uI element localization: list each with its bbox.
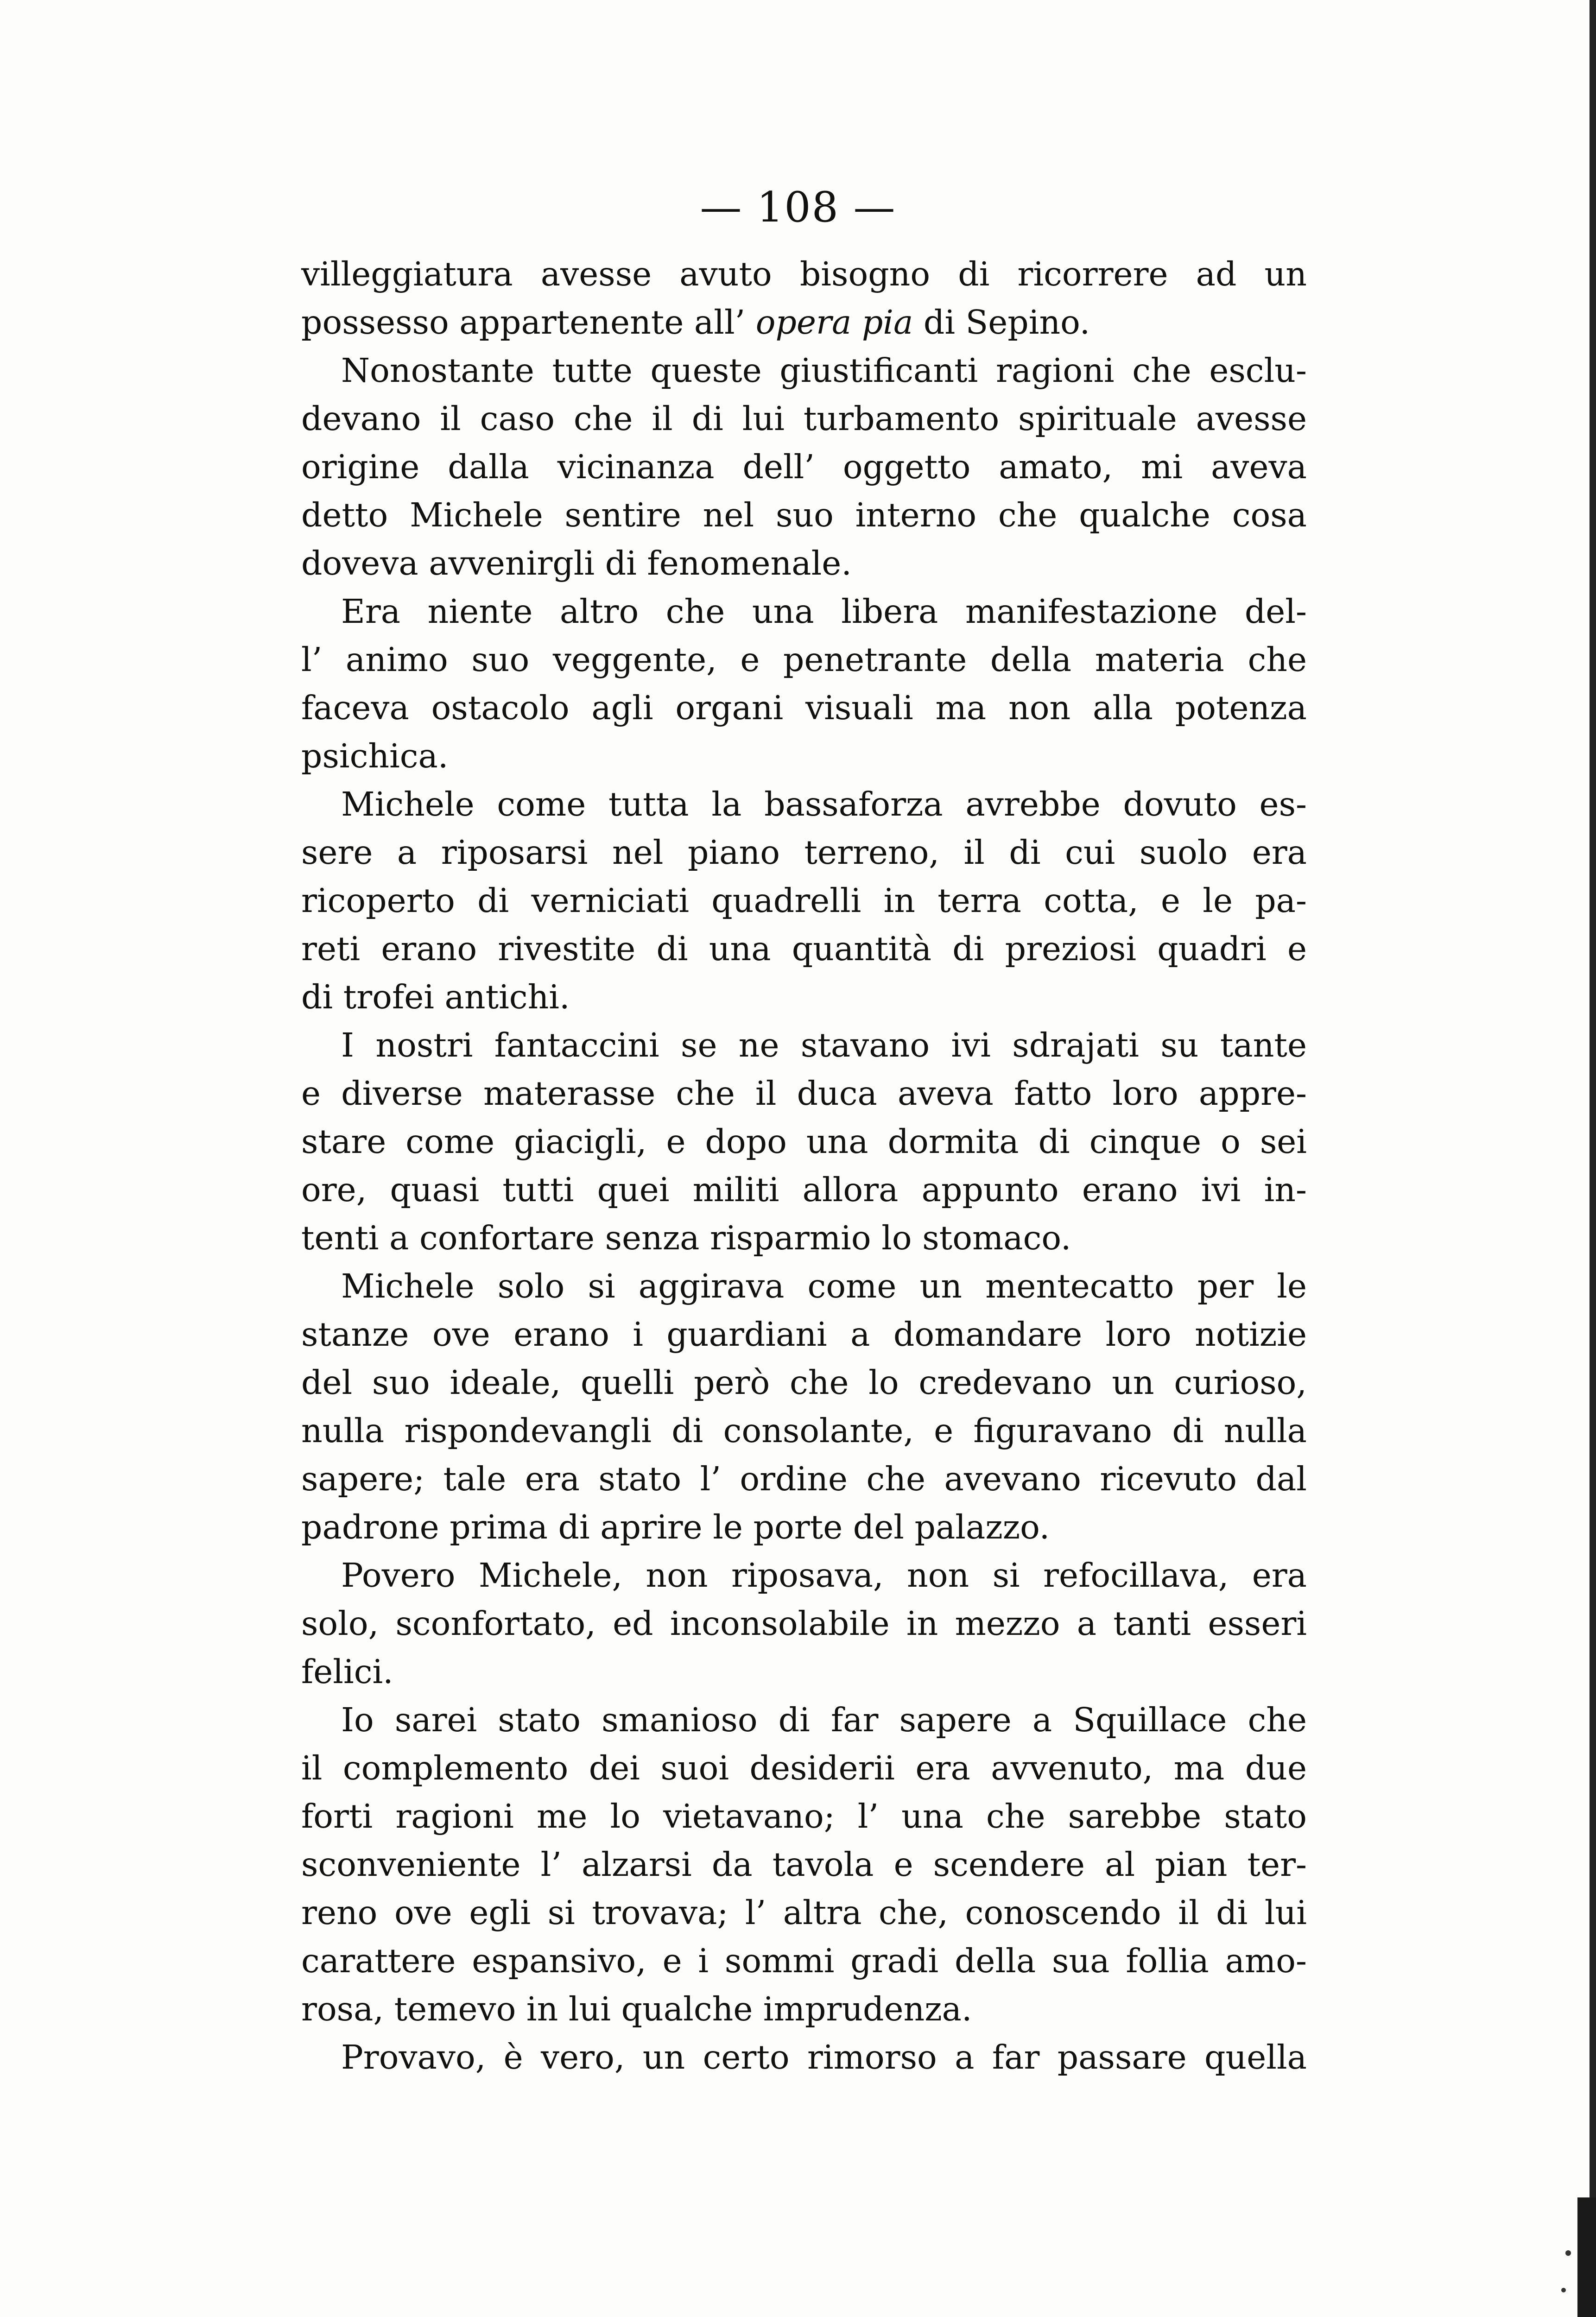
body-text xyxy=(301,250,1307,2082)
text-line: ore, quasi tutti quei militi allora appunto erano ivi in- xyxy=(301,1171,1307,1209)
text-line: l’ animo suo veggente, e penetrante della materia che xyxy=(301,640,1307,679)
text-line: felici. xyxy=(301,1652,393,1691)
text-line: origine dalla vicinanza dell’ oggetto amato, mi aveva xyxy=(301,448,1307,486)
text-line: rosa, temevo in lui qualche imprudenza. xyxy=(301,1990,972,2028)
text-line: sapere; tale era stato l’ ordine che avevano ricevuto dal xyxy=(301,1460,1307,1498)
text-line xyxy=(301,298,1307,347)
page-number: — 108 — xyxy=(700,183,896,232)
text-line: e diverse materasse che il duca aveva fatto loro appre- xyxy=(301,1074,1307,1113)
text-line: Provavo, è vero, un certo rimorso a far passare quella xyxy=(341,2038,1307,2076)
text-line: nulla rispondevangli di consolante, e figuravano di nulla xyxy=(301,1412,1307,1450)
text-line: villeggiatura avesse avuto bisogno di ricorrere ad un xyxy=(301,255,1307,293)
text-line: di trofei antichi. xyxy=(301,978,570,1016)
scan-noise xyxy=(1485,2197,1596,2317)
text-line: Povero Michele, non riposava, non si refocillava, era xyxy=(341,1556,1307,1595)
text-line: Io sarei stato smanioso di far sapere a Squillace che xyxy=(341,1701,1307,1739)
text-line: reti erano rivestite di una quantità di preziosi quadri e xyxy=(301,930,1307,968)
text-line: detto Michele sentire nel suo interno che qualche cosa xyxy=(301,496,1307,534)
text-line: stanze ove erano i guardiani a domandare loro notizie xyxy=(301,1315,1307,1354)
text-line: psichica. xyxy=(301,737,449,775)
text-line: del suo ideale, quelli però che lo credevano un curioso, xyxy=(301,1363,1307,1402)
text-line: I nostri fantaccini se ne stavano ivi sdrajati su tante xyxy=(341,1026,1307,1064)
scan-edge-shadow xyxy=(1590,0,1596,2317)
text-fragment: di Sepino. xyxy=(913,303,1090,342)
text-line: stare come giacigli, e dopo una dormita di cinque o sei xyxy=(301,1122,1307,1161)
italic-phrase: opera pia xyxy=(755,303,913,342)
text-line: doveva avvenirgli di fenomenale. xyxy=(301,544,852,582)
text-line: sconveniente l’ alzarsi da tavola e scendere al pian ter- xyxy=(301,1845,1307,1884)
text-line: ricoperto di verniciati quadrelli in terra cotta, e le pa- xyxy=(301,881,1307,920)
text-line: solo, sconfortato, ed inconsolabile in mezzo a tanti esseri xyxy=(301,1604,1307,1643)
text-line: faceva ostacolo agli organi visuali ma non alla potenza xyxy=(301,689,1307,727)
text-line: reno ove egli si trovava; l’ altra che, conoscendo il di lui xyxy=(301,1893,1307,1932)
text-line: il complemento dei suoi desiderii era avvenuto, ma due xyxy=(301,1749,1307,1787)
text-line: Era niente altro che una libera manifestazione del- xyxy=(341,592,1307,631)
text-line: devano il caso che il di lui turbamento spirituale avesse xyxy=(301,399,1307,438)
text-line: Nonostante tutte queste giustificanti ragioni che esclu- xyxy=(341,351,1307,390)
text-line: Michele come tutta la bassaforza avrebbe dovuto es- xyxy=(341,785,1307,823)
text-line: forti ragioni me lo vietavano; l’ una che sarebbe stato xyxy=(301,1797,1307,1836)
text-line: carattere espansivo, e i sommi gradi della sua follia amo- xyxy=(301,1942,1307,1980)
text-line: padrone prima di aprire le porte del palazzo. xyxy=(301,1508,1050,1546)
text-line: Michele solo si aggirava come un mentecatto per le xyxy=(341,1267,1307,1305)
text-line: sere a riposarsi nel piano terreno, il di cui suolo era xyxy=(301,833,1307,872)
text-fragment: possesso appartenente all’ xyxy=(301,303,756,342)
text-line: tenti a confortare senza risparmio lo stomaco. xyxy=(301,1219,1071,1257)
